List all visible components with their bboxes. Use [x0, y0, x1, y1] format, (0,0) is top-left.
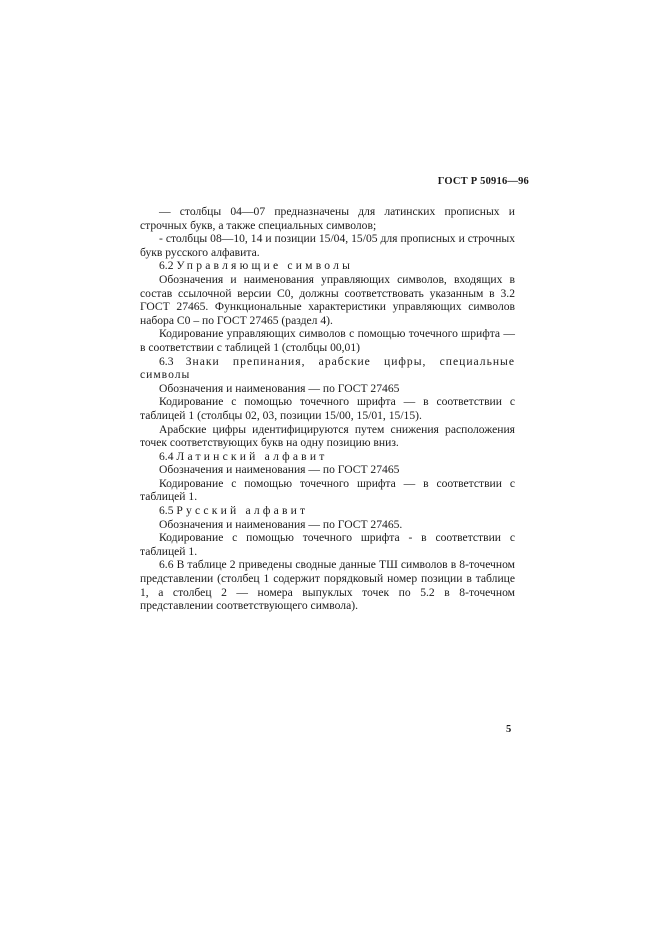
section-heading-6-3	[140, 355, 515, 382]
section-heading-6-5	[140, 504, 515, 518]
section-title: Управляющие символы	[176, 259, 354, 273]
paragraph-columns-russian: - столбцы 08—10, 14 и позиции 15/04, 15/05 для прописных и строчных букв русского алфавита.	[140, 232, 515, 259]
section-heading-6-4	[140, 450, 515, 464]
paragraph-russian-encoding: Кодирование с помощью точечного шрифта - в соответствии с таблицей 1.	[140, 531, 515, 558]
paragraph-latin-encoding: Кодирование с помощью точечного шрифта — в соответствии с таблицей 1.	[140, 476, 515, 504]
paragraph-punctuation-encoding: Кодирование с помощью точечного шрифта — в соответствии с таблицей 1 (столбцы 02, 03, позиции 15/00, 15/01, 15/15).	[140, 395, 515, 422]
section-number: 6.4	[159, 449, 174, 463]
paragraph-punctuation-names: Обозначения и наименования — по ГОСТ 27465	[159, 381, 400, 395]
page-number: 5	[506, 724, 512, 735]
section-title: Русский алфавит	[176, 504, 309, 518]
paragraph-table-2-summary: 6.6 В таблице 2 приведены сводные данные ТШ символов в 8-точечном представлении (столбец 1 содержит порядковый номер позиции в таблице 1, а столбец 2 — номера выпуклых точек по 5.2 в 8-точечном представлении соответствующего символа).	[140, 558, 515, 613]
paragraph-columns-latin: — столбцы 04—07 предназначены для латинских прописных и строчных букв, а также специальных символов;	[140, 205, 515, 232]
section-number: 6.5	[159, 504, 174, 518]
paragraph-latin-names: Обозначения и наименования — по ГОСТ 27465	[159, 463, 400, 477]
section-heading-6-2	[140, 259, 515, 273]
section-number: 6.2	[159, 259, 174, 273]
paragraph-control-symbols-encoding: Кодирование управляющих символов с помощью точечного шрифта — в соответствии с таблицей 1 (столбцы 00,01)	[140, 327, 515, 354]
paragraph-russian-names: Обозначения и наименования — по ГОСТ 27465.	[159, 517, 403, 531]
document-body	[140, 205, 515, 613]
section-title: Знаки препинания, арабские цифры, специальные символы	[140, 354, 515, 382]
document-header: ГОСТ Р 50916—96	[437, 176, 529, 187]
paragraph-control-symbols-definition: Обозначения и наименования управляющих символов, входящих в состав ссылочной версии С0, должны соответствовать указанным в 3.2 ГОСТ 27465. Функциональные характеристики управляющих символов набора С0 – по ГОСТ 27465 (раздел 4).	[140, 272, 515, 327]
paragraph-arabic-digits: Арабские цифры идентифицируются путем снижения расположения точек соответствующих букв на одну позицию вниз.	[140, 422, 515, 450]
section-title: Латинский алфавит	[176, 449, 328, 463]
section-number: 6.3	[159, 354, 174, 368]
